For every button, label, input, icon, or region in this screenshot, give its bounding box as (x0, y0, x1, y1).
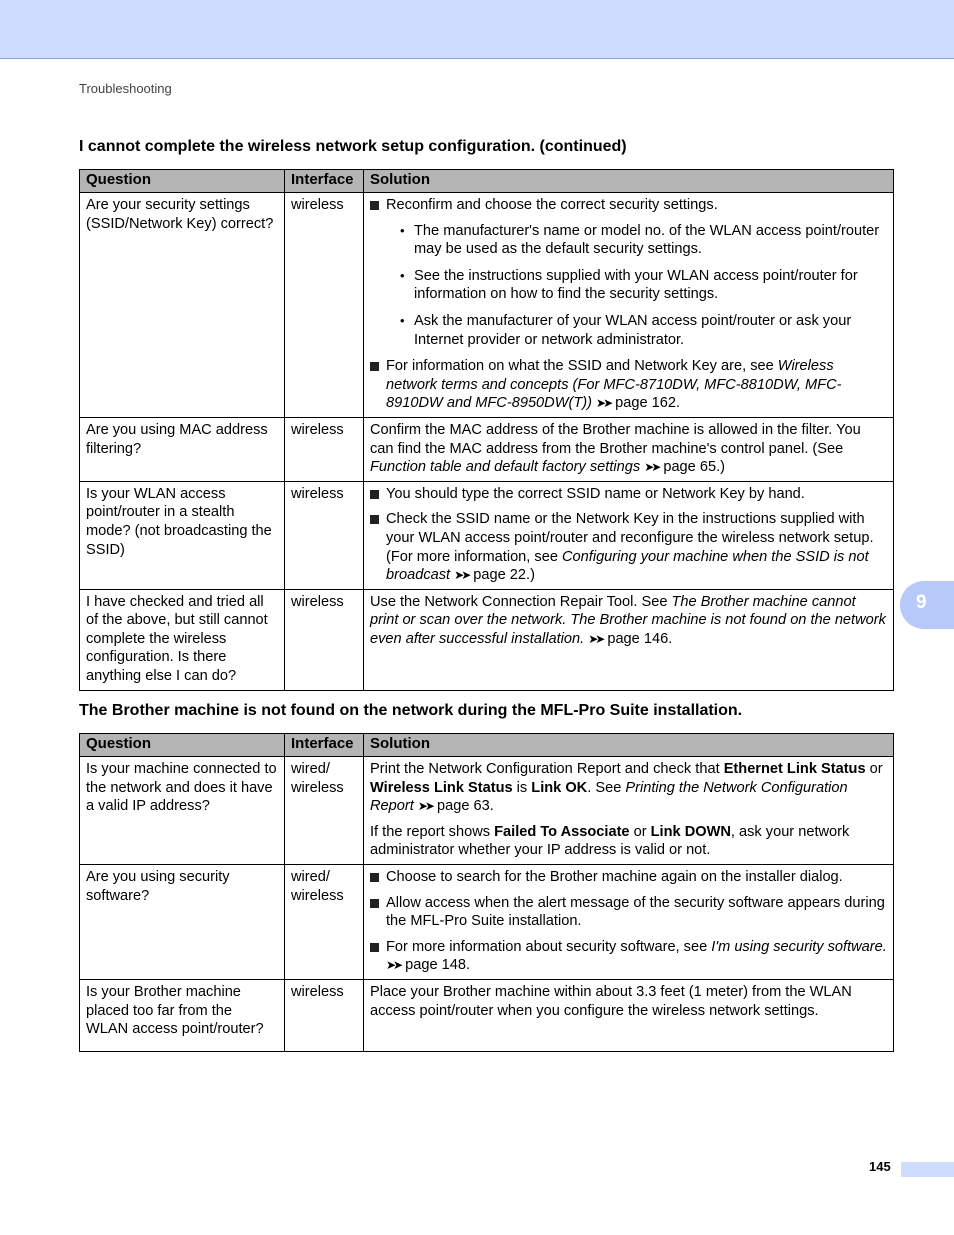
square-bullet-item: For more information about security software, see I'm using security software. ➤➤ page 148. (370, 938, 887, 975)
solution-cell (364, 193, 894, 418)
square-bullet-icon (370, 943, 379, 952)
question-cell: Is your machine connected to the network and does it have a valid IP address? (80, 757, 285, 865)
column-header-solution: Solution (364, 734, 894, 757)
solution-cell (364, 481, 894, 589)
question-cell: Are you using MAC address filtering? (80, 417, 285, 481)
chapter-number: 9 (916, 592, 927, 613)
column-header-question: Question (80, 734, 285, 757)
solution-cell: Use the Network Connection Repair Tool. See The Brother machine cannot print or scan over the network. The Brother machine is not found on the network even after successful installation. ➤➤ page 146. (364, 589, 894, 690)
double-arrow-icon: ➤➤ (596, 396, 611, 411)
cross-reference-link[interactable]: Wireless network terms and concepts (For MFC-8710DW, MFC-8810DW, MFC-8910DW and MFC-8950DW(T)) (386, 358, 842, 412)
solution-cell (364, 864, 894, 979)
table-row (80, 417, 894, 481)
page-number-bar (901, 1162, 954, 1177)
square-bullet-item: For information on what the SSID and Network Key are, see Wireless network terms and concepts (For MFC-8710DW, MFC-8810DW, MFC-8910DW and MFC-8950DW(T)) ➤➤ page 162. (370, 357, 887, 413)
cross-reference-link[interactable]: Configuring your machine when the SSID is not broadcast (386, 548, 869, 584)
double-arrow-icon: ➤➤ (417, 799, 432, 814)
interface-cell: wired/ wireless (285, 864, 364, 979)
chapter-side-tab (900, 581, 954, 629)
section-title-not-found: The Brother machine is not found on the network during the MFL-Pro Suite installation. (79, 702, 743, 719)
square-bullet-item: You should type the correct SSID name or Network Key by hand. (370, 485, 887, 504)
table-row (80, 757, 894, 865)
dot-bullet-icon: • (400, 222, 405, 238)
cross-reference-link[interactable]: The Brother machine cannot print or scan over the network. The Brother machine is not found on the network even after successful installation. (370, 593, 886, 647)
square-bullet-item: Allow access when the alert message of the security software appears during the MFL-Pro Suite installation. (370, 894, 887, 931)
solution-cell: Place your Brother machine within about 3.3 feet (1 meter) from the WLAN access point/router when you configure the wireless network settings. (364, 979, 894, 1051)
cross-reference-link[interactable]: Printing the Network Configuration Report (370, 779, 848, 815)
interface-cell: wireless (285, 193, 364, 418)
cross-reference-link[interactable]: I'm using security software. (711, 938, 887, 955)
column-header-question: Question (80, 170, 285, 193)
square-bullet-icon (370, 490, 379, 499)
double-arrow-icon: ➤➤ (454, 568, 469, 583)
square-bullet-item: Check the SSID name or the Network Key in the instructions supplied with your WLAN access point/router and reconfigure the wireless network setup. (For more information, see Configuring your machine when the SSID is not broadcast ➤➤ page 22.) (370, 510, 887, 584)
square-bullet-icon (370, 201, 379, 210)
table-row (80, 193, 894, 418)
dot-bullet-icon: • (400, 312, 405, 328)
solution-paragraph: If the report shows Failed To Associate or Link DOWN, ask your network administrator whether your IP address is valid or not. (370, 823, 850, 859)
dot-bullet-item: • The manufacturer's name or model no. of the WLAN access point/router may be used as the default security settings. (400, 222, 880, 258)
page-number: 145 (869, 1159, 891, 1174)
square-bullet-item: Choose to search for the Brother machine again on the installer dialog. (370, 868, 887, 887)
interface-cell: wired/ wireless (285, 757, 364, 865)
table-header-row (80, 734, 894, 757)
table-row (80, 481, 894, 589)
wireless-setup-table (79, 169, 894, 691)
double-arrow-icon: ➤➤ (386, 958, 401, 973)
solution-cell (364, 757, 894, 865)
column-header-solution: Solution (364, 170, 894, 193)
question-cell: Are you using security software? (80, 864, 285, 979)
double-arrow-icon: ➤➤ (588, 631, 603, 646)
dot-bullet-item: • See the instructions supplied with your WLAN access point/router for information on how to find the security settings. (400, 267, 858, 303)
square-bullet-icon (370, 362, 379, 371)
interface-cell: wireless (285, 481, 364, 589)
dot-bullet-item: • Ask the manufacturer of your WLAN access point/router or ask your Internet provider or network administrator. (400, 312, 852, 348)
table-row (80, 864, 894, 979)
cross-reference-link[interactable]: Function table and default factory settings (370, 459, 641, 476)
square-bullet-icon (370, 899, 379, 908)
square-bullet-icon (370, 873, 379, 882)
question-cell: I have checked and tried all of the above, but still cannot complete the wireless configuration. Is there anything else I can do? (80, 589, 285, 690)
table-header-row (80, 170, 894, 193)
table-row (80, 589, 894, 690)
square-bullet-item: Reconfirm and choose the correct security settings. (370, 196, 887, 215)
question-cell: Are your security settings (SSID/Network Key) correct? (80, 193, 285, 418)
solution-paragraph: Print the Network Configuration Report and check that Ethernet Link Status or Wireless Link Status is Link OK. See Printing the Network Configuration Report ➤➤ page 63. (370, 761, 883, 815)
dot-bullet-icon: • (400, 267, 405, 283)
interface-cell: wireless (285, 589, 364, 690)
column-header-interface: Interface (285, 734, 364, 757)
interface-cell: wireless (285, 979, 364, 1051)
section-title-wireless-setup: I cannot complete the wireless network setup configuration. (continued) (79, 138, 627, 155)
top-color-band (0, 0, 954, 59)
double-arrow-icon: ➤➤ (644, 460, 659, 475)
solution-cell: Confirm the MAC address of the Brother machine is allowed in the filter. You can find the MAC address from the Brother machine's control panel. (See Function table and default factory settings ➤➤ page 65.) (364, 417, 894, 481)
column-header-interface: Interface (285, 170, 364, 193)
square-bullet-icon (370, 515, 379, 524)
not-found-table (79, 733, 894, 1052)
question-cell: Is your WLAN access point/router in a stealth mode? (not broadcasting the SSID) (80, 481, 285, 589)
breadcrumb: Troubleshooting (79, 81, 172, 96)
table-row (80, 979, 894, 1051)
question-cell: Is your Brother machine placed too far from the WLAN access point/router? (80, 979, 285, 1051)
interface-cell: wireless (285, 417, 364, 481)
